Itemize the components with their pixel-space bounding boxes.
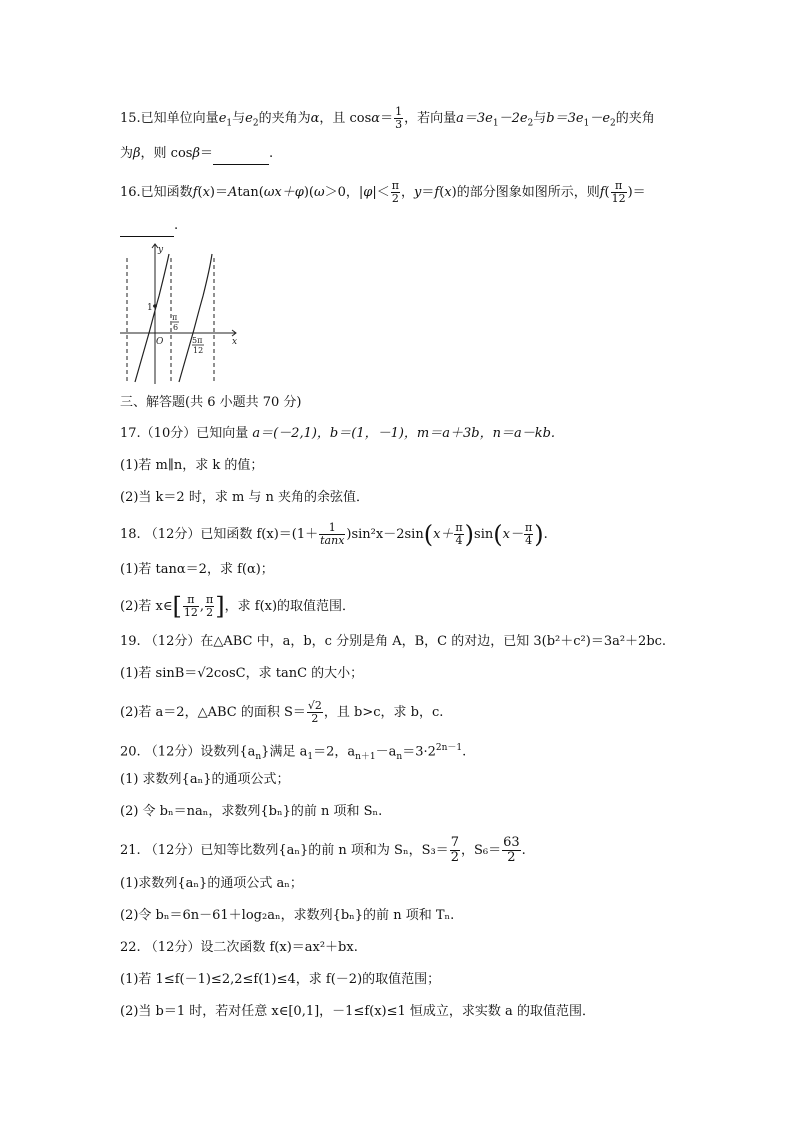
- q15-tail: 的夹角: [615, 111, 655, 126]
- q16-e: )(: [303, 185, 315, 200]
- q15-vec-a: a＝3e: [456, 111, 493, 126]
- fivepi12-den: 12: [193, 346, 204, 355]
- q18-pi2: π: [524, 521, 533, 534]
- q19-p1a: (1)若 sinB＝: [120, 666, 198, 681]
- q15-l2a: 为: [120, 146, 134, 161]
- q21-head: [120, 836, 680, 865]
- q15-e1: e: [218, 111, 227, 126]
- q15-frac-num: 1: [395, 105, 403, 118]
- q18-frac-tan: [319, 522, 345, 547]
- q17-rest: a＝(－2,1)，b＝(1，－1)，m＝a＋3b，n＝a－kb.: [248, 426, 556, 441]
- q16-line1: [120, 180, 680, 205]
- q16-two: 2: [391, 192, 399, 205]
- q16-m: )＝: [627, 185, 646, 200]
- q21-part1: (1)求数列{aₙ}的通项公式 aₙ；: [120, 876, 303, 891]
- q17-head-text: 17.（10分）已知向量: [120, 426, 249, 441]
- q15-rest: ，若向量: [404, 111, 457, 126]
- q18-arg1: x＋: [433, 527, 454, 542]
- q20-part2: (2) 令 bₙ＝naₙ，求数列{bₙ}的前 n 项和 Sₙ.: [120, 804, 383, 819]
- q18-rpi: π: [206, 593, 214, 606]
- q16-pi2: π: [611, 180, 627, 193]
- q22-head: 22. （12分）设二次函数 f(x)＝ax²＋bx.: [120, 940, 358, 955]
- q15-angle: 的夹角为: [258, 111, 311, 126]
- q15-alpha: α: [310, 111, 320, 126]
- q15-period: .: [268, 146, 274, 161]
- q15-line1: [120, 106, 680, 134]
- y-axis-label: y: [158, 245, 164, 255]
- q18-frac-pi12: [183, 594, 199, 619]
- q20-head: [120, 738, 680, 767]
- q18-four: 4: [455, 534, 463, 547]
- q16-f2: ＞0，|: [324, 185, 364, 200]
- q15-e1-sub: 1: [226, 118, 233, 129]
- q15-vs2: 2: [527, 118, 534, 129]
- q16-line2: [120, 216, 680, 237]
- q18-den: tanx: [320, 534, 345, 547]
- q15-text: 15.已知单位向量: [120, 111, 219, 126]
- q15-with2: 与: [533, 111, 547, 126]
- fivepi12-num: 5π: [192, 336, 203, 345]
- q21-n1: 7: [450, 835, 459, 850]
- q22-part2: (2)当 b＝1 时，若对任意 x∈[0,1]，－1≤f(x)≤1 恒成立，求实数 a 的取值范围．: [120, 1004, 595, 1019]
- q20-head-text: 20. （12分）设数列{a: [120, 744, 256, 760]
- q20-end: .: [462, 744, 467, 760]
- section-heading: 三、解答题(共 6 小题共 70 分): [120, 395, 302, 410]
- q18-sin2: sin: [474, 527, 494, 542]
- q16-w: ωx＋φ: [263, 185, 304, 200]
- q19-frac: [307, 700, 323, 725]
- q22-part1: (1)若 1≤f(－1)≤2,2≤f(1)≤4，求 f(－2)的取值范围；: [120, 972, 441, 987]
- q21-d2: 2: [507, 850, 516, 865]
- q20-n: n: [255, 751, 262, 762]
- q16-k: )的部分图象如图所示，则: [451, 185, 600, 200]
- q21-head-text: 21. （12分）已知等比数列{aₙ}的前 n 项和为 Sₙ，S₃＝: [120, 843, 449, 858]
- q18-num: 1: [319, 522, 345, 535]
- q15-answer-blank[interactable]: [213, 144, 269, 165]
- q15-e2-sub: 2: [252, 118, 259, 129]
- q16-pi: π: [391, 179, 400, 192]
- q16-phi: φ: [363, 185, 373, 200]
- q19-den: 2: [311, 712, 319, 725]
- q20-mid3: －a: [375, 744, 397, 760]
- q15-vbminus: －e: [589, 111, 611, 126]
- q21-frac2: [502, 836, 521, 865]
- q20-mid: }满足 a: [261, 744, 308, 760]
- q20-exp: 2n－1: [435, 743, 463, 753]
- q16-g: |＜: [372, 185, 390, 200]
- q15-alpha2: α: [371, 111, 381, 126]
- q15-minus: －2e: [498, 111, 528, 126]
- point-y1: [153, 304, 157, 308]
- q18-p2a: (2)若 x∈: [120, 599, 173, 614]
- q20-mid4: ＝3·2: [402, 744, 436, 760]
- q18-frac-pi4b: [524, 522, 533, 547]
- q16-fraction-pi2: [391, 180, 400, 205]
- pi6-den: 6: [173, 323, 179, 332]
- q16-fx: f: [434, 185, 440, 200]
- tangent-graph: [118, 240, 248, 386]
- x-axis-label: x: [232, 337, 238, 347]
- q16-fpi: f: [599, 185, 605, 200]
- origin-label: O: [156, 337, 164, 347]
- q16-answer-blank[interactable]: [120, 216, 174, 237]
- q17-part2: (2)当 k＝2 时，求 m 与 n 夹角的余弦值．: [120, 490, 370, 505]
- q21-part2: (2)令 bₙ＝6n－61＋log₂aₙ，求数列{bₙ}的前 n 项和 Tₙ.: [120, 908, 455, 923]
- q16-twelve: 12: [611, 192, 626, 205]
- q18-end: .: [543, 527, 548, 542]
- q18-four2: 4: [525, 534, 533, 547]
- q16-x2: x: [444, 185, 452, 200]
- q16-period: .: [174, 218, 179, 233]
- q21-n2: 63: [503, 835, 520, 850]
- q15-fraction: [394, 106, 403, 131]
- q18-arg2: x－: [502, 527, 523, 542]
- q15-beta: β: [133, 146, 141, 161]
- q19-part1: [120, 664, 680, 684]
- q19-p2b: ，且 b>c，求 b，c.: [323, 705, 444, 720]
- q16-f: f: [192, 185, 198, 200]
- q18-part2: (2)若 x∈[ $\frac{\pi}{12}$ , $\frac{\pi}{2}$ ]，求 f(x)的取值范围．: [120, 592, 356, 621]
- q17-part1: (1)若 m∥n，求 k 的值；: [120, 458, 264, 473]
- q16-d: tan(: [237, 185, 264, 200]
- q16-h: ，: [401, 185, 415, 200]
- tan-branch-2: [179, 254, 212, 382]
- q19-p2a: (2)若 a＝2，△ABC 的面积 S＝: [120, 705, 306, 720]
- q16-j: (: [439, 185, 445, 200]
- q18-frac-pi2: [205, 594, 214, 619]
- q18-head: 18. （12分）已知函数 f(x)＝(1＋ $\frac{1}{\tan x}$ )sin²x－2sin(x＋ $\frac{\pi}{4}$ )sin(x－ $\frac{\pi}{4}$ ).: [120, 520, 548, 549]
- y1-label: 1: [147, 303, 153, 313]
- q19-sqrt: √2: [197, 666, 214, 681]
- q15-line2: [120, 144, 680, 165]
- q16-c: )＝: [209, 185, 228, 200]
- q16-i: ＝: [421, 185, 435, 200]
- q20-mid2: ＝2，a: [313, 744, 356, 760]
- q18-mid: )sin²x－2sin: [346, 527, 424, 542]
- q16-x: x: [202, 185, 210, 200]
- q18-lpi: π: [183, 594, 199, 607]
- q16-fraction-pi12: [611, 180, 627, 205]
- q20-sn: n: [396, 751, 403, 762]
- q20-part1: (1) 求数列{aₙ}的通项公式；: [120, 772, 290, 787]
- q15-eq: ＝: [380, 111, 394, 126]
- q18-head-text: 18. （12分）已知函数: [120, 527, 253, 542]
- q18-comma: ,: [199, 599, 205, 614]
- q20-sn1: n＋1: [355, 751, 376, 762]
- pi6-num: π: [172, 313, 178, 322]
- q21-end: .: [521, 843, 526, 858]
- q16-a: 16.已知函数: [120, 185, 193, 200]
- q15-beta2: β: [192, 146, 200, 161]
- q15-e2: e: [245, 111, 253, 126]
- q21-mid: ，S₆＝: [460, 843, 502, 858]
- q15-vs1: 1: [492, 118, 499, 129]
- q19-head: 19. （12分）在△ABC 中，a，b，c 分别是角 A，B，C 的对边，已知 3(b²＋c²)＝3a²＋2bc.: [120, 634, 667, 649]
- q15-vec-b: b＝3e: [546, 111, 584, 126]
- q15-l2b: ，则 cos: [140, 146, 193, 161]
- q18-pi: π: [455, 521, 463, 534]
- q16-y: y: [414, 185, 422, 200]
- q17-head: [120, 424, 680, 444]
- q15-vbs1: 1: [583, 118, 590, 129]
- q18-p2b: ，求 f(x)的取值范围．: [224, 599, 356, 614]
- q18-r2: 2: [206, 606, 214, 619]
- q18-f: f(x)＝(1＋: [252, 527, 319, 542]
- q16-A: A: [228, 185, 238, 200]
- q16-w2: ω: [314, 185, 325, 200]
- q19-num: √2: [307, 699, 322, 712]
- q15-frac-den: 3: [395, 118, 403, 131]
- q16-b: (: [197, 185, 203, 200]
- q18-frac-pi4a: [454, 522, 463, 547]
- q21-frac1: [450, 836, 460, 865]
- q15-l2c: ＝: [199, 146, 213, 161]
- tan-branch-1: [135, 254, 169, 382]
- q20-s1: 1: [307, 751, 314, 762]
- q16-l: (: [604, 185, 610, 200]
- q15-vbs2: 2: [610, 118, 616, 129]
- q18-l12: 12: [183, 606, 198, 619]
- q19-part2: [120, 700, 680, 725]
- q18-part1: (1)若 tanα＝2，求 f(α)；: [120, 562, 274, 577]
- q21-d1: 2: [450, 850, 459, 865]
- q15-cos: ，且 cos: [319, 111, 372, 126]
- q19-p1b: cosC，求 tanC 的大小；: [213, 666, 364, 681]
- q15-with: 与: [232, 111, 246, 126]
